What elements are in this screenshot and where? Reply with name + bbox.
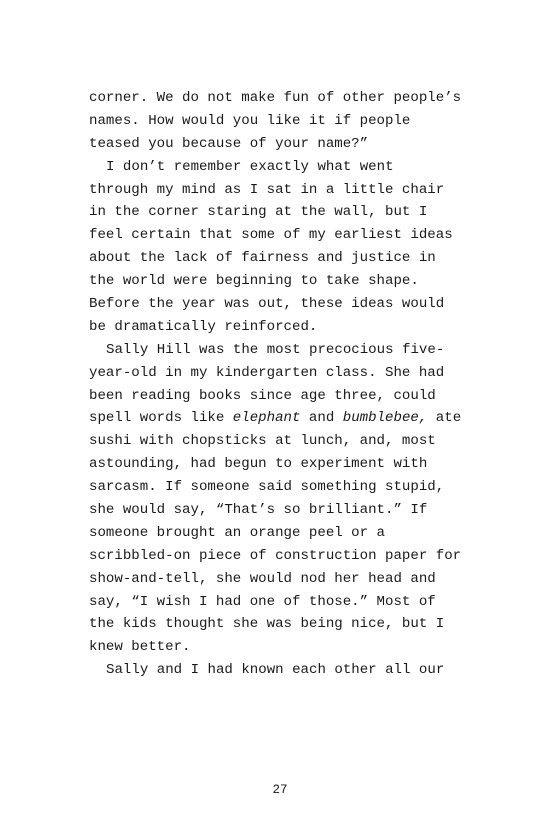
text-line: knew better. bbox=[89, 639, 191, 656]
text-line: corner. We do not make fun of other people’s bbox=[89, 90, 462, 106]
text-run: and bbox=[300, 410, 343, 427]
text-line: Before the year was out, these ideas would bbox=[89, 296, 445, 313]
text-line: the world were beginning to take shape. bbox=[89, 273, 419, 290]
text-line: Sally Hill was the most precocious five- bbox=[106, 341, 445, 358]
italic-word: bumblebee, bbox=[342, 410, 428, 427]
text-line: the kids thought she was being nice, but I bbox=[89, 616, 445, 633]
text-line: Sally and I had known each other all our bbox=[106, 662, 445, 679]
text-line: sushi with chopsticks at lunch, and, most bbox=[89, 433, 436, 450]
text-line-with-italics bbox=[89, 407, 499, 430]
text-line: sarcasm. If someone said something stupid, bbox=[89, 479, 445, 496]
text-line: about the lack of fairness and justice in bbox=[89, 250, 436, 267]
text-line: feel certain that some of my earliest ideas bbox=[89, 227, 453, 244]
body-text bbox=[89, 87, 499, 682]
text-line: scribbled-on piece of construction paper for bbox=[89, 547, 462, 564]
text-line: names. How would you like it if people bbox=[89, 112, 411, 129]
text-line: year-old in my kindergarten class. She had bbox=[89, 364, 445, 381]
text-line: she would say, “That’s so brilliant.” If bbox=[89, 502, 428, 519]
italic-word: elephant bbox=[232, 410, 301, 427]
page-number: 27 bbox=[272, 783, 288, 797]
text-line: I don’t remember exactly what went bbox=[106, 158, 394, 175]
text-line: in the corner staring at the wall, but I bbox=[89, 204, 428, 221]
text-line: teased you because of your name?” bbox=[89, 135, 369, 152]
text-line: through my mind as I sat in a little chair bbox=[89, 181, 445, 198]
text-run: ate bbox=[427, 410, 462, 427]
text-line: been reading books since age three, could bbox=[89, 387, 436, 404]
text-line: someone brought an orange peel or a bbox=[89, 524, 386, 541]
text-line: astounding, had begun to experiment with bbox=[89, 456, 428, 473]
text-line: be dramatically reinforced. bbox=[89, 318, 318, 335]
text-line: show-and-tell, she would nod her head and bbox=[89, 570, 436, 587]
text-line: say, “I wish I had one of those.” Most of bbox=[89, 593, 436, 610]
text-run: spell words like bbox=[89, 410, 233, 427]
